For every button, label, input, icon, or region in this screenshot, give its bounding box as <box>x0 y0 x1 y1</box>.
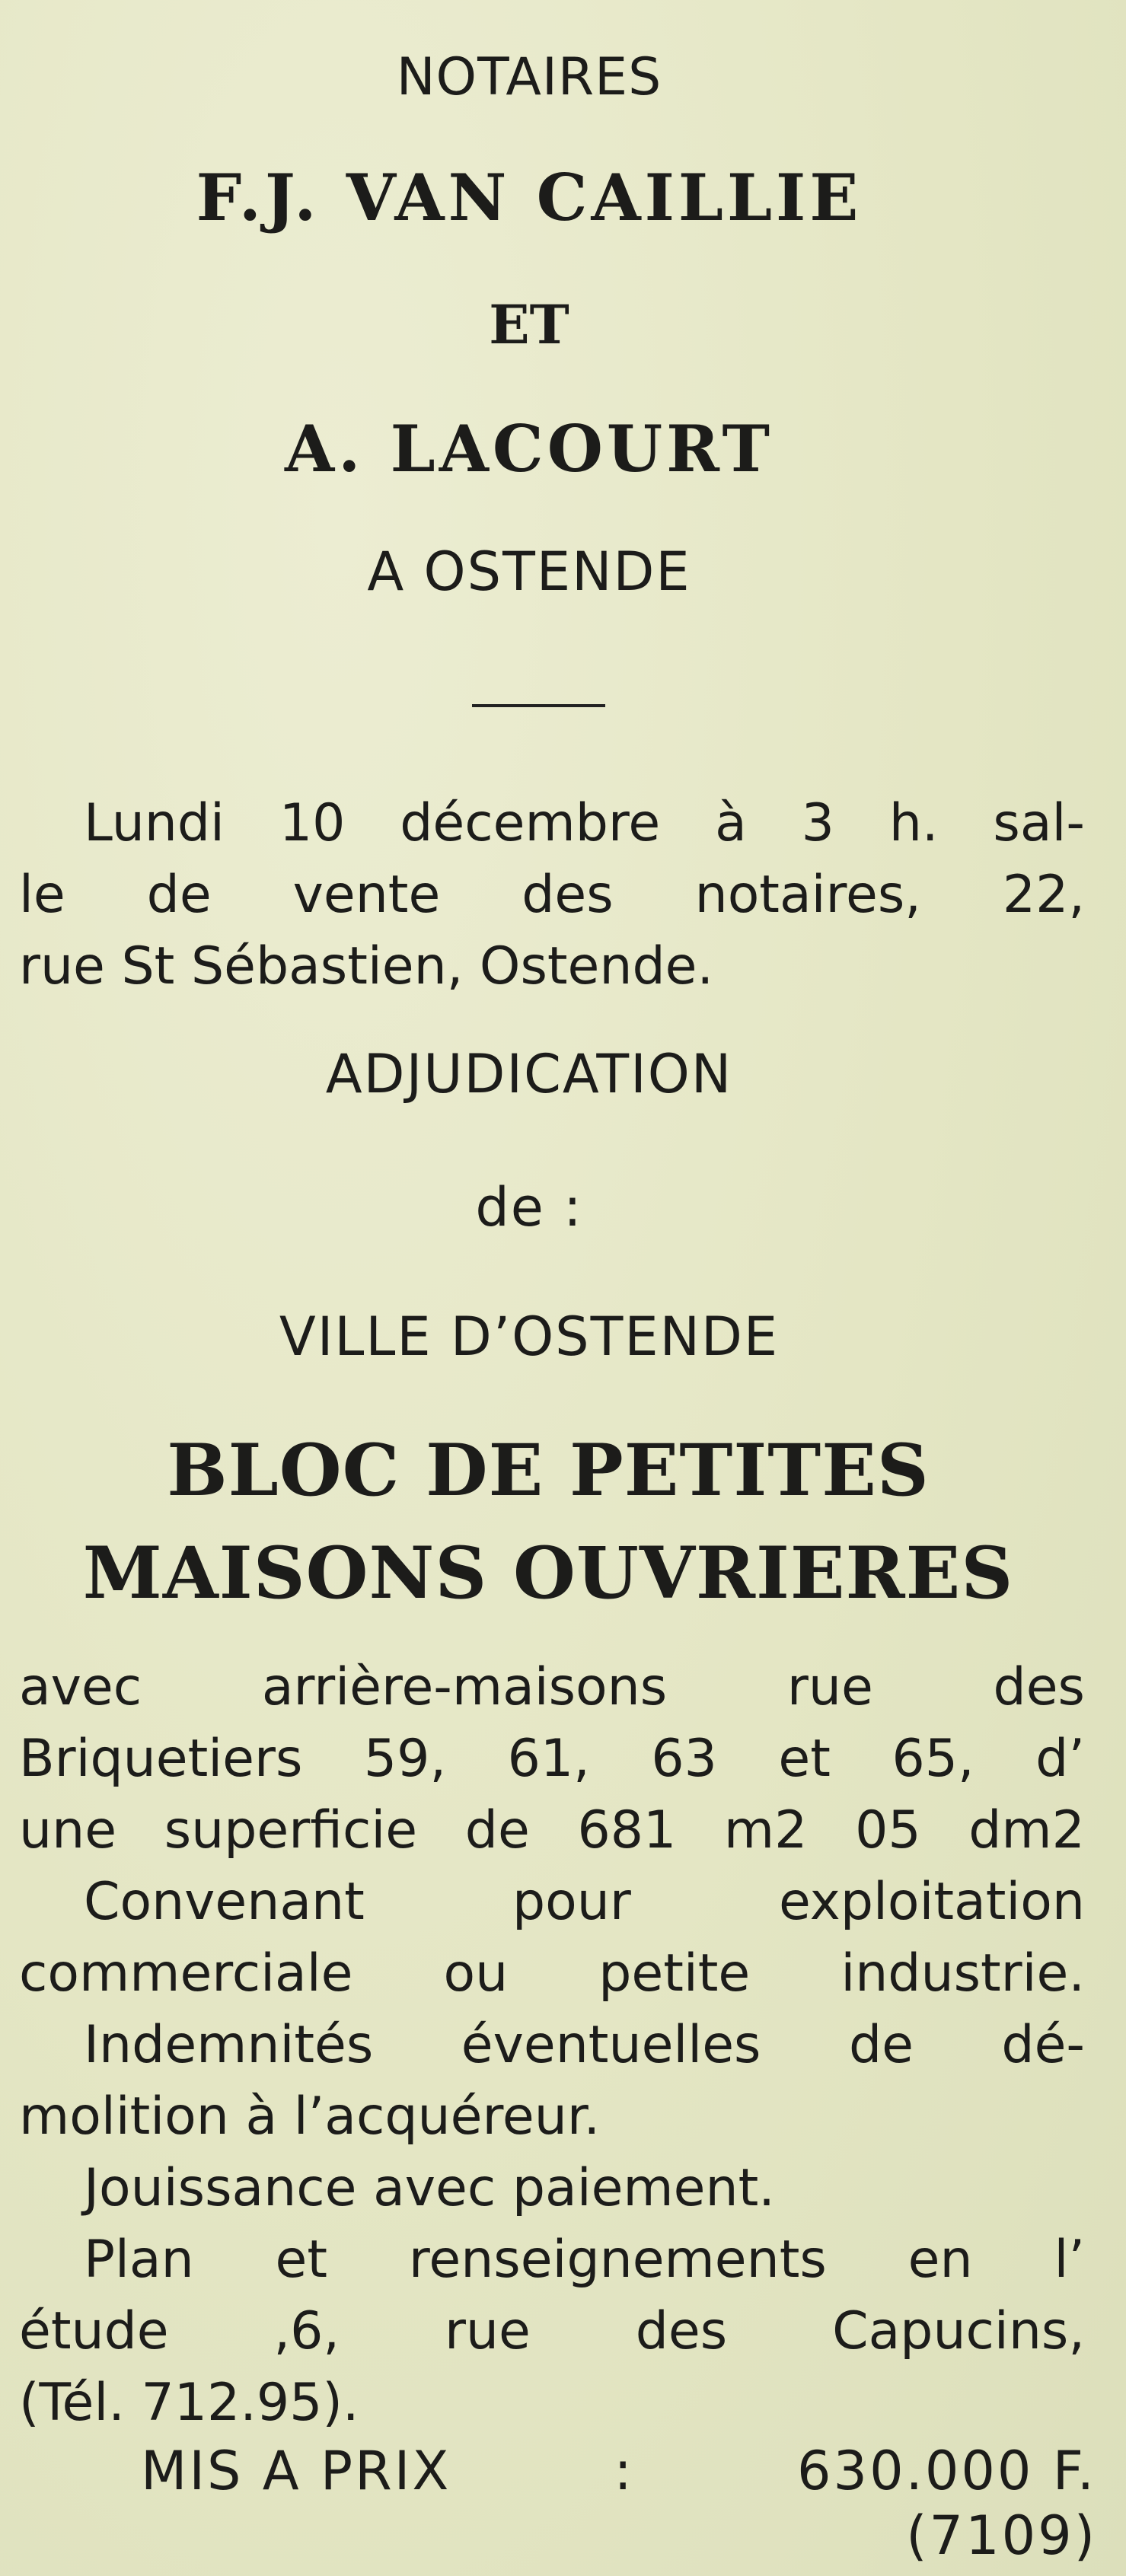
word: étude <box>19 2301 169 2361</box>
word: Capucins, <box>832 2301 1085 2361</box>
word: et <box>778 1729 831 1789</box>
word: 61, <box>507 1729 590 1789</box>
word: décembre <box>400 793 661 853</box>
description-line <box>19 2081 1085 2153</box>
word: une <box>19 1800 117 1860</box>
sale-info-text-3: rue St Sébastien, Ostende. <box>19 936 714 996</box>
description-line <box>19 2153 1085 2224</box>
description-text: molition à l’acquéreur. <box>19 2087 601 2147</box>
price-label: MIS A PRIX <box>141 2440 451 2502</box>
description-text <box>84 2010 1085 2081</box>
word: en <box>907 2230 973 2290</box>
description-text <box>84 2224 1085 2296</box>
property-title-line-2: MAISONS OUVRIERES <box>82 1532 1014 1615</box>
word: sal- <box>993 793 1085 853</box>
word: Convenant <box>84 1872 365 1932</box>
word: 65, <box>892 1729 974 1789</box>
sale-info-line-1 <box>19 788 1085 859</box>
city-heading: VILLE D’OSTENDE <box>279 1306 780 1368</box>
word: superficie <box>164 1800 418 1860</box>
word: h. <box>888 793 939 853</box>
sale-info-paragraph <box>19 788 1085 1003</box>
description-text <box>19 1795 1085 1867</box>
word: à <box>715 793 747 853</box>
description-paragraph <box>19 1652 1085 2439</box>
sale-info-text-1 <box>84 788 1085 859</box>
adjudication-of: de : <box>475 1176 583 1239</box>
conjunction-et: ET <box>489 293 569 356</box>
word: 63 <box>651 1729 717 1789</box>
word: Indemnités <box>84 2015 374 2075</box>
word: exploitation <box>778 1872 1085 1932</box>
word: Plan <box>84 2230 194 2290</box>
word: 22, <box>1002 865 1085 925</box>
word: 10 <box>279 793 346 853</box>
word: 681 <box>577 1800 677 1860</box>
word: d’ <box>1035 1729 1085 1789</box>
word: ,6, <box>273 2301 340 2361</box>
word: rue <box>786 1657 873 1717</box>
word: de <box>848 2015 914 2075</box>
description-text: (Tél. 712.95). <box>19 2373 359 2433</box>
word: commerciale <box>19 1943 353 2004</box>
description-line <box>19 2010 1085 2081</box>
starting-price-row <box>141 2440 1096 2502</box>
word: petite <box>598 1943 751 2004</box>
word: éventuelles <box>461 2015 761 2075</box>
word: renseignements <box>408 2230 827 2290</box>
description-line <box>19 2367 1085 2439</box>
description-text <box>19 1723 1085 1795</box>
word: m2 <box>723 1800 808 1860</box>
word: arrière-maisons <box>261 1657 668 1717</box>
word: des <box>635 2301 728 2361</box>
sale-info-text-2 <box>19 859 1085 931</box>
word: dm2 <box>968 1800 1085 1860</box>
adjudication-heading: ADJUDICATION <box>325 1043 733 1105</box>
reference-number: (7109) <box>906 2504 1097 2567</box>
divider-rule <box>472 704 605 707</box>
word: industrie. <box>841 1943 1085 2004</box>
description-line <box>19 1938 1085 2010</box>
word: notaires, <box>694 865 921 925</box>
word: pour <box>512 1872 631 1932</box>
description-text <box>19 1938 1085 2010</box>
description-line <box>19 1795 1085 1867</box>
word: des <box>522 865 614 925</box>
word: vente <box>292 865 441 925</box>
word: le <box>19 865 65 925</box>
word: de <box>464 1800 530 1860</box>
description-text <box>84 1867 1085 1938</box>
notary-name-2: A. LACOURT <box>284 411 774 486</box>
word: Lundi <box>84 793 225 853</box>
description-line <box>19 1723 1085 1795</box>
word: avec <box>19 1657 142 1717</box>
property-title-line-1: BLOC DE PETITES <box>167 1429 930 1513</box>
sale-info-line-2 <box>19 859 1085 931</box>
description-text <box>19 2296 1085 2367</box>
description-line <box>19 1867 1085 1938</box>
word: dé- <box>1001 2015 1085 2075</box>
word: et <box>275 2230 328 2290</box>
description-line <box>19 2224 1085 2296</box>
word: rue <box>444 2301 531 2361</box>
word: de <box>146 865 212 925</box>
word: Briquetiers <box>19 1729 303 1789</box>
word: 05 <box>855 1800 921 1860</box>
sale-info-line-3 <box>19 931 1085 1003</box>
location-text: A OSTENDE <box>367 540 691 603</box>
description-text: Jouissance avec paiement. <box>84 2158 775 2218</box>
description-line <box>19 2296 1085 2367</box>
word: 3 <box>801 793 834 853</box>
word: des <box>993 1657 1085 1717</box>
word: ou <box>443 1943 509 2004</box>
notaires-title: NOTAIRES <box>396 47 662 107</box>
description-text <box>19 1652 1085 1723</box>
description-line <box>19 1652 1085 1723</box>
notary-name-1: F.J. VAN CAILLIE <box>196 160 863 235</box>
price-amount: 630.000 F. <box>797 2440 1096 2502</box>
price-separator: : <box>614 2440 634 2502</box>
word: l’ <box>1054 2230 1085 2290</box>
word: 59, <box>363 1729 447 1789</box>
